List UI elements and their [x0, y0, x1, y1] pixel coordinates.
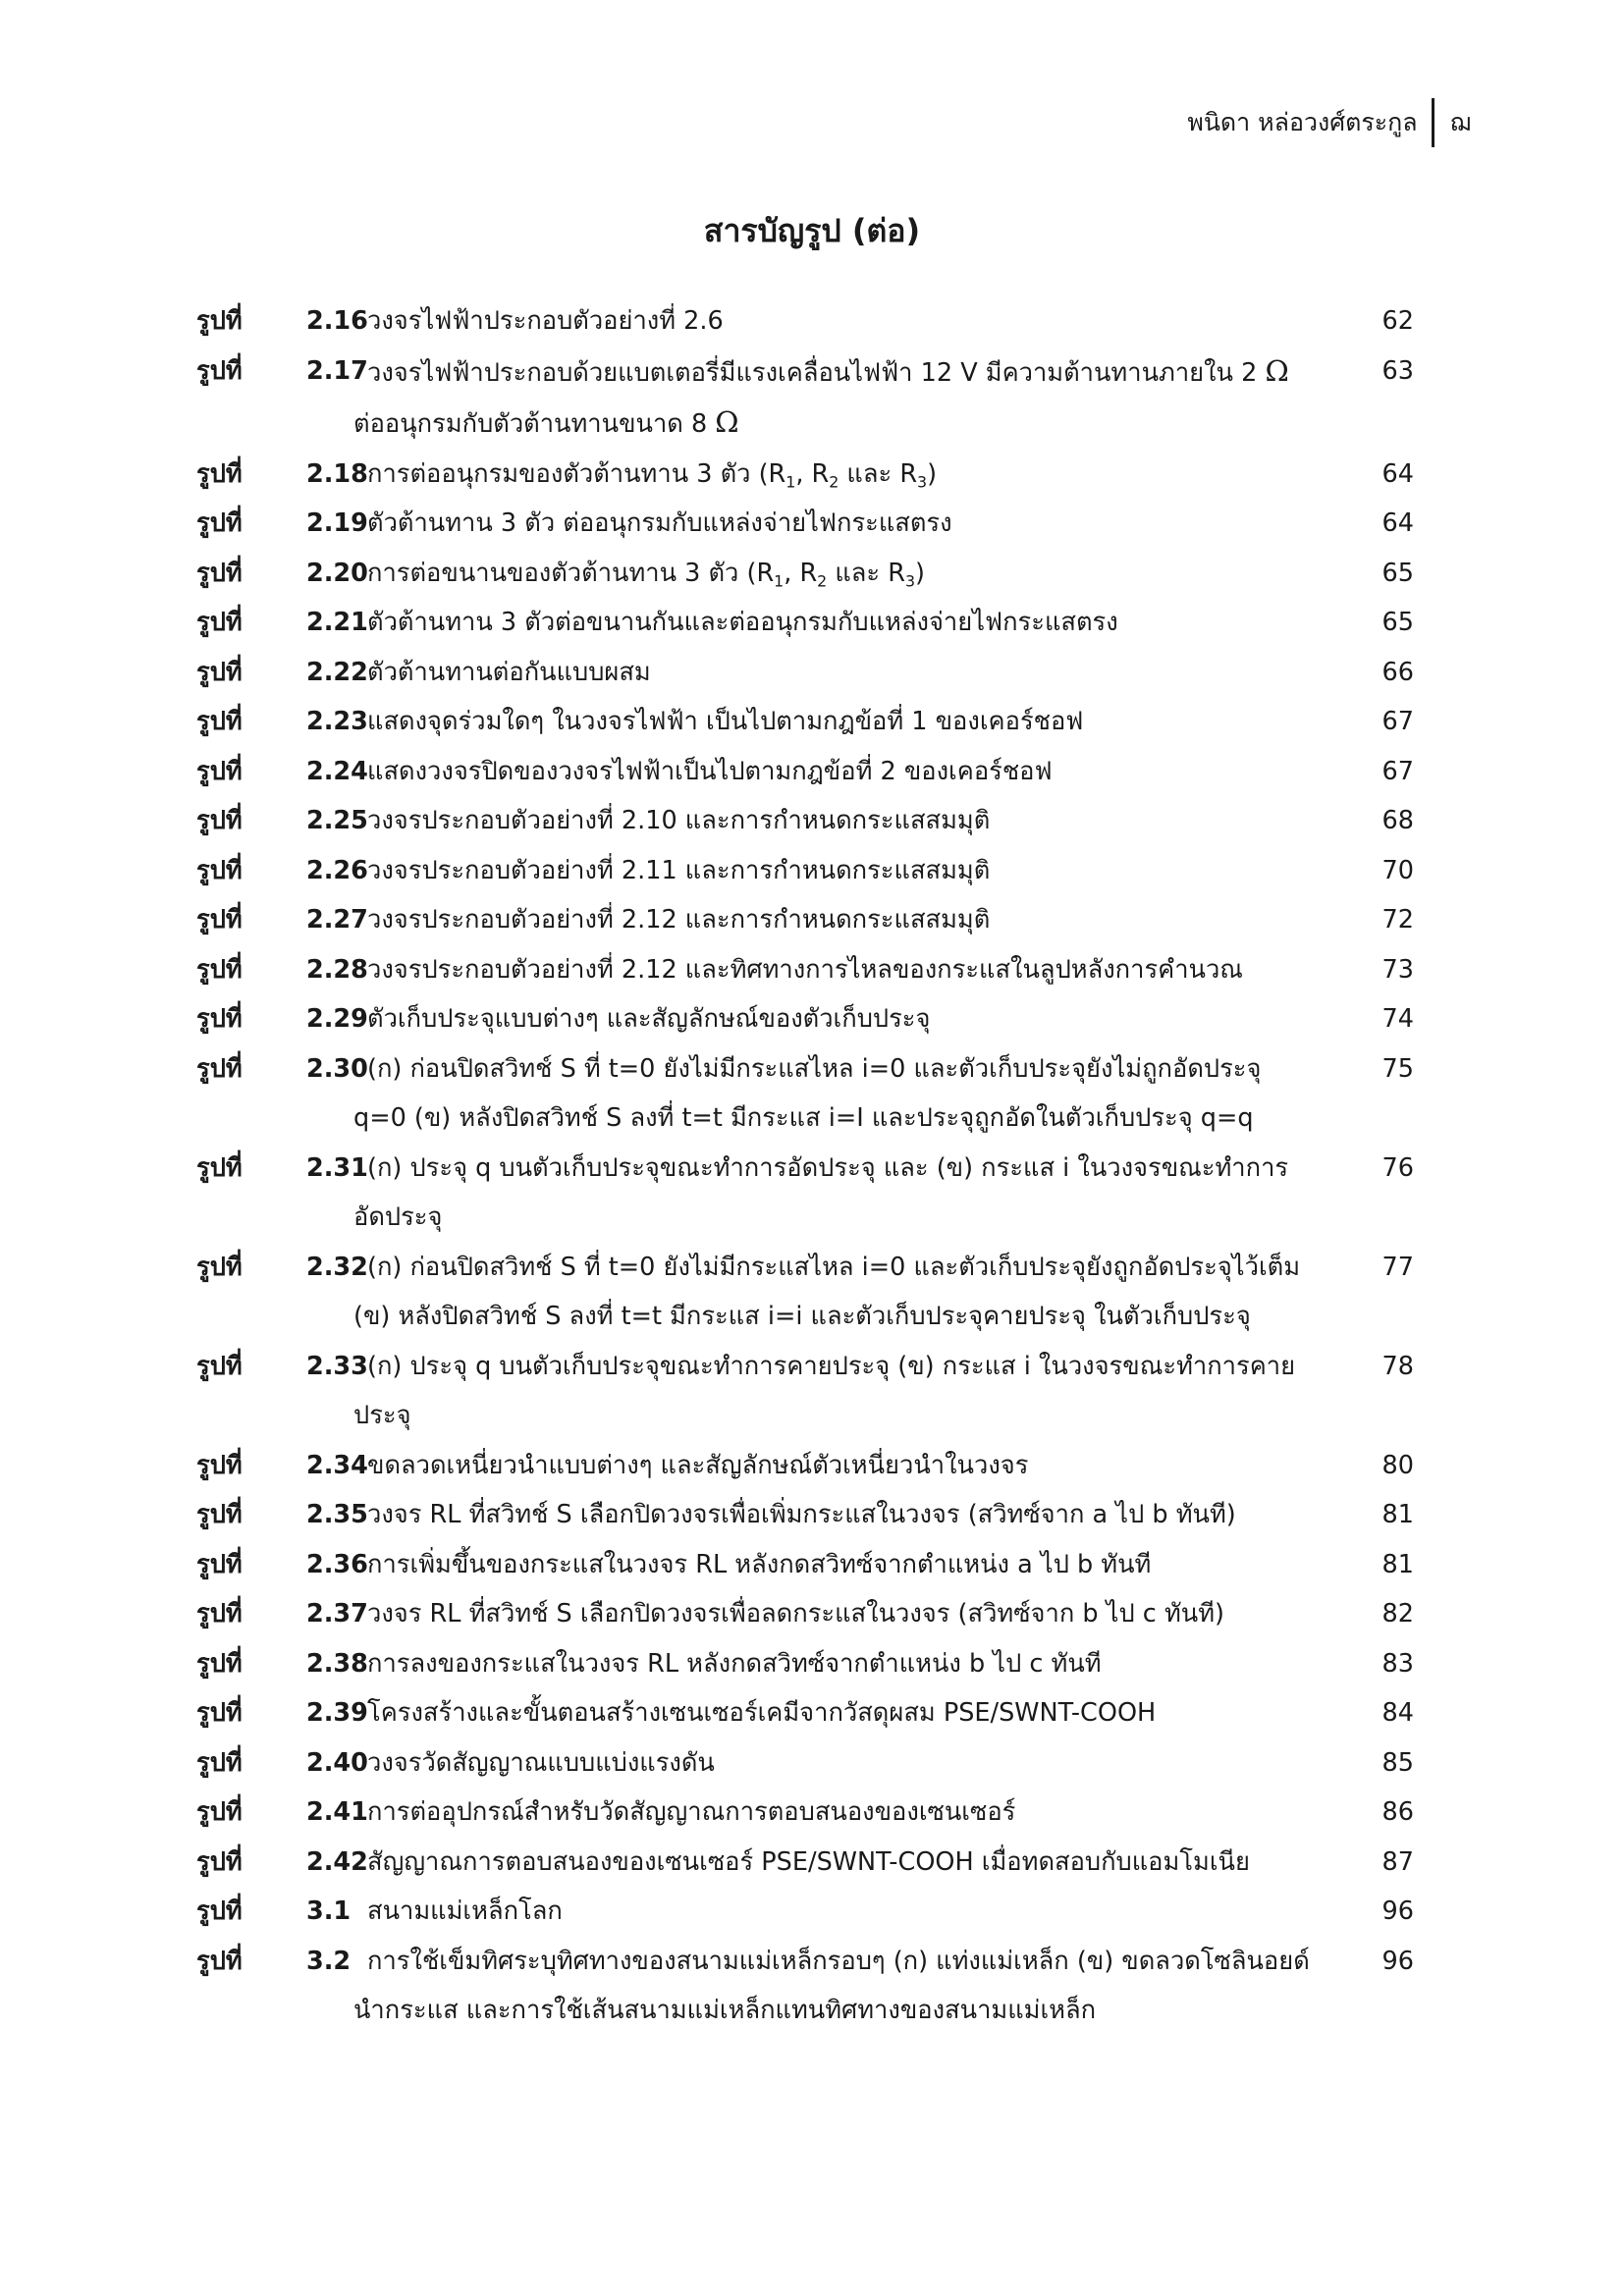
toc-entry: [196, 697, 1414, 747]
figure-number: 2.42: [306, 1846, 368, 1877]
author-name: พนิดา หล่อวงศ์ตระกูล: [1187, 108, 1418, 136]
figure-number: 2.37: [306, 1599, 368, 1629]
page-number: ฌ: [1449, 108, 1471, 136]
figure-number: 2.19: [306, 508, 368, 538]
caption-line: วงจรประกอบตวอยางท 2.10 และการกหนดกระแสสมมต: [367, 806, 991, 835]
figure-label: รูปที่: [196, 1698, 243, 1728]
figure-number: 2.20: [306, 558, 368, 588]
figure-caption: [353, 1589, 1359, 1639]
figure-label: รูปที่: [196, 1549, 243, 1579]
figure-number: 2.30: [306, 1053, 368, 1084]
figure-caption: [353, 1887, 1359, 1937]
caption-line: วงจรประกอบตวอยางท 2.12 และการกหนดกระแสสมมต: [367, 905, 991, 934]
figure-label: รูปที่: [196, 1846, 243, 1877]
figure-page: 63: [1381, 355, 1414, 386]
figure-caption: [353, 1838, 1359, 1888]
toc-entry: [196, 1738, 1414, 1789]
figure-label: รูปที่: [196, 855, 243, 885]
figure-caption: [353, 1688, 1359, 1738]
figure-page: 67: [1381, 707, 1414, 736]
figure-page: 80: [1381, 1450, 1414, 1480]
figure-caption: [353, 1342, 1359, 1441]
figure-page: 66: [1381, 657, 1414, 687]
figure-number: 2.40: [306, 1747, 368, 1778]
caption-line: การตออปกรณสหรบวดสญญาณการตอบสนองของเซนเซอร: [367, 1797, 1016, 1827]
caption-line: วงจร RL ทสวทช S เลอกปดวงจรเพอเพมกระแสในวงจร (สวทซจาก a ไป b ทนท): [367, 1500, 1236, 1529]
figure-label: รูปที่: [196, 1896, 243, 1926]
caption-line: ตวตานทาน 3 ตวตอขนานกนและตออนกรมกบแหลงจายไฟกระแสตรง: [367, 608, 1118, 637]
toc-entry: [196, 747, 1414, 797]
figure-page: 72: [1381, 905, 1414, 934]
figure-number: 2.28: [306, 954, 368, 985]
toc-entry: [196, 796, 1414, 846]
figure-label: รูปที่: [196, 1152, 243, 1183]
figure-list: [196, 296, 1414, 2036]
caption-line: ตวเกบประจแบบตางๆ และสญลกษณของตวเกบประจ: [367, 1004, 931, 1034]
figure-number: 2.23: [306, 707, 368, 736]
figure-label: รูปที่: [196, 905, 243, 934]
toc-entry: [196, 598, 1414, 648]
caption-line: (ก) ประจ q บนตวเกบประจขณะทการอดประจ และ (ข) กระแส i ในวงจรขณะทการ: [367, 1152, 1289, 1183]
toc-entry: [196, 1540, 1414, 1590]
toc-entry: [196, 1441, 1414, 1491]
figure-label: รูปที่: [196, 1351, 243, 1381]
figure-caption: [353, 846, 1359, 896]
figure-label: รูปที่: [196, 1946, 243, 1976]
figure-label: รูปที่: [196, 1450, 243, 1480]
figure-number: 2.22: [306, 657, 368, 687]
caption-line: แสดงจดรวมใดๆ ในวงจรไฟฟา เปนไปตามกฎขอท 1 ของเคอรชอฟ: [367, 707, 1084, 736]
caption-line: การใชเขมทศระบทศทางของสนามแมเหลกรอบๆ (ก) แทงแมเหลก (ข) ขดลวดโซลนอยด: [367, 1946, 1310, 1976]
figure-page: 86: [1381, 1797, 1414, 1827]
figure-label: รูปที่: [196, 707, 243, 736]
figure-page: 76: [1381, 1152, 1414, 1183]
toc-entry: [196, 1838, 1414, 1888]
figure-caption: [353, 945, 1359, 995]
figure-caption: [353, 895, 1359, 945]
caption-line: อดประจ: [353, 1202, 443, 1232]
caption-line: วงจรประกอบตวอยางท 2.11 และการกหนดกระแสสมมต: [367, 855, 991, 885]
figure-number: 2.21: [306, 608, 368, 637]
caption-line: วงจรวดสญญาณแบบแบงแรงดน: [367, 1747, 715, 1778]
toc-entry: [196, 499, 1414, 549]
toc-entry: [196, 945, 1414, 995]
figure-caption: [353, 296, 1359, 347]
figure-label: รูปที่: [196, 657, 243, 687]
figure-number: 2.31: [306, 1152, 368, 1183]
toc-entry: [196, 846, 1414, 896]
figure-page: 64: [1381, 458, 1414, 489]
figure-caption: [353, 747, 1359, 797]
toc-entry: [196, 296, 1414, 347]
figure-caption: [353, 549, 1359, 599]
figure-label: รูปที่: [196, 458, 243, 489]
figure-caption: [353, 450, 1359, 500]
caption-line: (ก) กอนปดสวทช S ท t=0 ยงไมมกระแสไหล i=0 และตวเกบประจยงไมถกอดประจ: [367, 1053, 1262, 1084]
figure-caption: [353, 1738, 1359, 1789]
figure-label: รูปที่: [196, 306, 243, 336]
figure-page: 83: [1381, 1648, 1414, 1679]
figure-label: รูปที่: [196, 558, 243, 588]
figure-label: รูปที่: [196, 1599, 243, 1629]
figure-page: 73: [1381, 954, 1414, 985]
caption-line: การเพมขนของกระแสในวงจร RL หลงกดสวทซจากตแหนง a ไป b ทนท: [367, 1549, 1152, 1579]
figure-number: 2.35: [306, 1500, 368, 1529]
figure-label: รูปที่: [196, 1648, 243, 1679]
figure-number: 3.1: [306, 1896, 352, 1926]
caption-line: ตออนกรมกบตวตานทานขนาด 8 Ω: [353, 405, 739, 439]
figure-number: 2.17: [306, 355, 368, 386]
toc-entry: [196, 347, 1414, 450]
figure-caption: [353, 598, 1359, 648]
toc-entry: [196, 1639, 1414, 1689]
toc-entry: [196, 1688, 1414, 1738]
figure-number: 2.24: [306, 756, 368, 786]
caption-line: ประจ: [353, 1401, 411, 1430]
figure-page: 68: [1381, 806, 1414, 835]
caption-line: การตอขนานของตวตานทาน 3 ตว ($R_1$, $R_2$ และ $R_3$): [367, 558, 925, 591]
figure-page: 78: [1381, 1351, 1414, 1381]
figure-label: รูปที่: [196, 1797, 243, 1827]
figure-label: รูปที่: [196, 608, 243, 637]
caption-line: ตวตานทาน 3 ตว ตออนกรมกบแหลงจายไฟกระแสตรง: [367, 508, 952, 538]
figure-page: 81: [1381, 1549, 1414, 1579]
figure-number: 2.29: [306, 1004, 368, 1034]
figure-caption: [353, 1639, 1359, 1689]
caption-line: สญญาณการตอบสนองของเซนเซอร PSE/SWNT-COOH เมอทดสอบกบแอมโมเนย: [367, 1846, 1250, 1877]
figure-page: 62: [1381, 306, 1414, 336]
caption-line: นกระแส และการใชเสนสนามแมเหลกแทนทศทางของสนามแมเหลก: [353, 1996, 1097, 2025]
figure-number: 3.2: [306, 1946, 352, 1976]
figure-page: 65: [1381, 558, 1414, 588]
figure-page: 96: [1381, 1946, 1414, 1976]
toc-entry: [196, 1342, 1414, 1441]
figure-page: 77: [1381, 1252, 1414, 1282]
figure-number: 2.34: [306, 1450, 368, 1480]
figure-caption: [353, 1937, 1359, 2036]
caption-line: วงจรประกอบตวอยางท 2.12 และทศทางการไหลของกระแสในลปหลงการคนวณ: [367, 954, 1243, 985]
toc-entry: [196, 648, 1414, 698]
toc-entry: [196, 1887, 1414, 1937]
caption-line: วงจร RL ทสวทช S เลอกปดวงจรเพอลดกระแสในวงจร (สวทซจาก b ไป c ทนท): [367, 1599, 1224, 1629]
figure-number: 2.25: [306, 806, 368, 835]
figure-caption: [353, 1243, 1359, 1342]
figure-label: รูปที่: [196, 1004, 243, 1034]
toc-entry: [196, 1044, 1414, 1144]
figure-caption: [353, 1540, 1359, 1590]
toc-entry: [196, 895, 1414, 945]
figure-caption: [353, 499, 1359, 549]
figure-number: 2.32: [306, 1252, 368, 1282]
toc-entry: [196, 1243, 1414, 1342]
figure-number: 2.27: [306, 905, 368, 934]
caption-line: วงจรไฟฟาประกอบตวอยางท 2.6: [367, 306, 724, 336]
figure-number: 2.16: [306, 306, 368, 336]
figure-page: 70: [1381, 855, 1414, 885]
figure-label: รูปที่: [196, 1500, 243, 1529]
caption-line: แสดงวงจรปดของวงจรไฟฟาเปนไปตามกฎขอท 2 ของเคอรชอฟ: [367, 756, 1053, 786]
caption-line: สนามแมเหลกโลก: [367, 1896, 563, 1926]
running-header: [1187, 98, 1471, 147]
figure-caption: [353, 796, 1359, 846]
figure-number: 2.38: [306, 1648, 368, 1679]
figure-number: 2.33: [306, 1351, 368, 1381]
caption-line: (ก) ประจ q บนตวเกบประจขณะทการคายประจ (ข) กระแส i ในวงจรขณะทการคาย: [367, 1351, 1296, 1381]
figure-page: 96: [1381, 1896, 1414, 1926]
figure-caption: [353, 1788, 1359, 1838]
page-title: สารบัญรูป (ต่อ): [703, 212, 921, 249]
figure-label: รูปที่: [196, 1053, 243, 1084]
figure-caption: [353, 697, 1359, 747]
toc-entry: [196, 994, 1414, 1044]
caption-line: ตวตานทานตอกนแบบผสม: [367, 657, 651, 687]
figure-label: รูปที่: [196, 954, 243, 985]
caption-line: การตออนกรมของตวตานทาน 3 ตว ($R_1$, $R_2$ และ $R_3$): [367, 458, 938, 492]
figure-caption: [353, 1490, 1359, 1540]
figure-page: 87: [1381, 1846, 1414, 1877]
figure-caption: [353, 1144, 1359, 1243]
figure-caption: [353, 1044, 1359, 1144]
toc-entry: [196, 450, 1414, 500]
figure-page: 67: [1381, 756, 1414, 786]
figure-page: 82: [1381, 1599, 1414, 1629]
figure-label: รูปที่: [196, 1747, 243, 1778]
caption-line: q=0 (ข) หลงปดสวทช S ลงท t=t มกระแส i=I และประจถกอดในตวเกบประจ q=q: [353, 1103, 1254, 1133]
caption-line: การลงของกระแสในวงจร RL หลงกดสวทซจากตแหนง b ไป c ทนท: [367, 1648, 1102, 1679]
caption-line: โครงสรางและขนตอนสรางเซนเซอรเคมจากวสดผสม PSE/SWNT-COOH: [367, 1698, 1157, 1728]
figure-number: 2.39: [306, 1698, 368, 1728]
toc-entry: [196, 1937, 1414, 2036]
toc-entry: [196, 1589, 1414, 1639]
figure-label: รูปที่: [196, 806, 243, 835]
figure-caption: [353, 994, 1359, 1044]
figure-label: รูปที่: [196, 1252, 243, 1282]
caption-line: (ก) กอนปดสวทช S ท t=0 ยงไมมกระแสไหล i=0 และตวเกบประจยงถกอดประจไวเตม: [367, 1252, 1301, 1282]
figure-caption: [353, 1441, 1359, 1491]
toc-entry: [196, 1788, 1414, 1838]
figure-page: 85: [1381, 1747, 1414, 1778]
figure-page: 75: [1381, 1053, 1414, 1084]
toc-entry: [196, 1144, 1414, 1243]
figure-number: 2.18: [306, 458, 368, 489]
figure-label: รูปที่: [196, 756, 243, 786]
caption-line: (ข) หลงปดสวทช S ลงท t=t มกระแส i=i และตวเกบประจคายประจ ในตวเกบประจ: [353, 1302, 1251, 1331]
figure-page: 84: [1381, 1698, 1414, 1728]
toc-entry: [196, 1490, 1414, 1540]
toc-entry: [196, 549, 1414, 599]
figure-caption: [353, 648, 1359, 698]
figure-label: รูปที่: [196, 355, 243, 386]
figure-page: 74: [1381, 1004, 1414, 1034]
figure-number: 2.41: [306, 1797, 368, 1827]
caption-line: ขดลวดเหนยวนแบบตางๆ และสญลกษณตวเหนยวนในวงจร: [367, 1450, 1029, 1480]
figure-number: 2.36: [306, 1549, 368, 1579]
figure-page: 64: [1381, 508, 1414, 538]
figure-label: รูปที่: [196, 508, 243, 538]
caption-line: วงจรไฟฟาประกอบดวยแบตเตอรมแรงเคลอนไฟฟา 12 V มความตานทานภายใน 2 Ω: [367, 353, 1289, 388]
figure-page: 65: [1381, 608, 1414, 637]
figure-page: 81: [1381, 1500, 1414, 1529]
figure-caption: [353, 347, 1359, 450]
figure-number: 2.26: [306, 855, 368, 885]
